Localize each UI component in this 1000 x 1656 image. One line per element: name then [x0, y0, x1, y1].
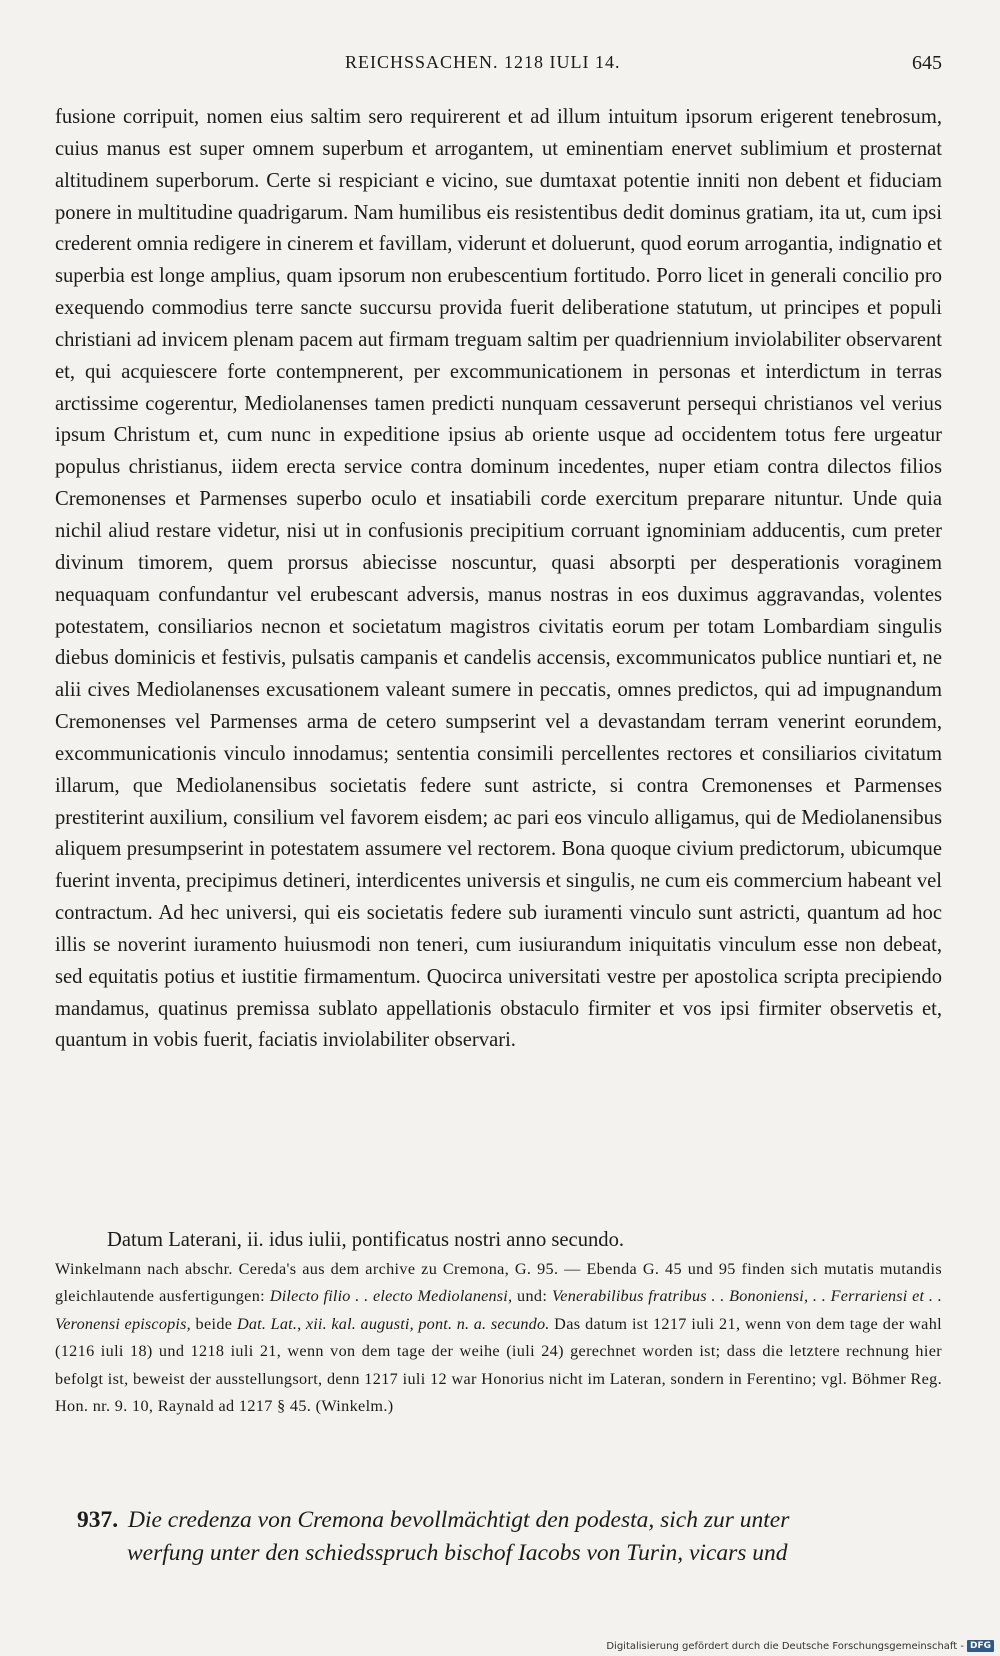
note-italic-1: Dilecto filio . . electo Mediolanensi, [269, 1287, 513, 1306]
note-italic-3: Dat. Lat., xii. kal. augusti, pont. n. a. secundo. [237, 1314, 550, 1333]
note-text-3: beide [190, 1314, 237, 1333]
footer-text: Digitalisierung gefördert durch die Deutsche Forschungsgemeinschaft - [606, 1640, 964, 1652]
entry-heading [77, 1504, 944, 1570]
running-header [0, 52, 1000, 82]
editorial-note [55, 1256, 942, 1420]
datum-line: Datum Laterani, ii. idus iulii, pontificatus nostri anno secundo. [107, 1229, 625, 1251]
note-text-2: und: [512, 1287, 553, 1306]
header-title: REICHSSACHEN. 1218 IULI 14. [345, 52, 621, 72]
note-italic-2: Venerabilibus fratribus . . Bononiensi, . . Ferrariensi et . . Veronensi episcopis, [55, 1287, 943, 1333]
note-text-4: Das datum ist 1217 iuli 21, wenn von dem tage der wahl (1216 iuli 18) und 1218 iuli 21, wenn von dem tage der weihe (iuli 24) gerechnet worden ist; dass die letztere rechnung hier befolgt ist, beweist der ausstellungsort, denn 1217 iuli 12 war Honorius nicht im Lateran, sondern in Ferentino; vgl. Böhmer Reg. Hon. nr. 9. 10, Raynald ad 1217 § 45. (Winkelm.) [55, 1314, 942, 1416]
digitization-footer [606, 1640, 994, 1652]
entry-title-line-1: Die credenza von Cremona bevollmächtigt den podesta, sich zur unter [128, 1507, 790, 1533]
entry-number: 937. [77, 1507, 119, 1533]
dfg-logo: DFG [967, 1640, 994, 1652]
body-paragraph: fusione corripuit, nomen eius saltim sero requirerent et ad illum intuitum ipsorum erigerent tenebrosum, cuius manus est super omnem superbum et arrogantem, ut eminentiam enervet sublimium et prosternat altitudinem superborum. Certe si respiciant e vicino, sue dumtaxat potentie inniti non debent et fiduciam ponere in multitudine quadrigarum. Nam humilibus eis resistentibus dedit dominus gratiam, ita ut, cum ipsi crederent omnia redigere in cinerem et favillam, viderunt et doluerunt, quod eorum arrogantia, indignatio et superbia est longe amplius, quam ipsorum non erubescentium fortitudo. Porro licet in generali concilio pro exequendo commodius terre sancte succursu provida fuerit deliberatione statutum, ut principes et populi christiani ad invicem plenam pacem aut firmam treguam saltim per quadriennium inviolabiliter observarent et, qui acquiescere forte contempnerent, per excommunicationem in personas et interdictum in terras arctissime cogerentur, Mediolanenses tamen predicti nunquam cessaverunt persequi christianos vel verius ipsum Christum et, cum nunc in expeditione ipsius ab oriente usque ad occidentem totus fere urgeatur populus christianus, iidem erecta service contra dominum incedentes, nuper etiam contra dilectos filios Cremonenses et Parmenses superbo oculo et insatiabili corde exercitum preparare nituntur. Unde quia nichil aliud restare videtur, nisi ut in confusionis precipitium corruant ignominiam adducentis, cum preter divinum timorem, quem prorsus abiecisse noscuntur, quasi absorpti per desperationis voraginem nequaquam confundantur vel erubescant adversis, manus nostras in eos duximus aggravandas, volentes potestatem, consiliarios necnon et societatum magistros civitatis eorum per totam Lombardiam singulis diebus dominicis et festivis, pulsatis campanis et candelis accensis, excommunicatos publice nuntiari et, ne alii cives Mediolanenses excusationem valeant sumere in peccatis, omnes predictos, qui ad impugnandum Cremonenses vel Parmenses arma de cetero sumpserint vel a devastandam terram venerint eorundem, excommunicationis vinculo innodamus; sententia consimili percellentes rectores et consiliarios civitatum illarum, que Mediolanensibus societatis federe sunt astricte, si contra Cremonenses et Parmenses prestiterint auxilium, consilium vel favorem eisdem; ac pari eos vinculo alligamus, qui de Mediolanensibus aliquem presumpserint in potestatem assumere vel rectorem. Bona quoque civium predictorum, ubicumque fuerint inventa, precipimus detineri, interdicentes universis et singulis, ne cum eis commercium habeant vel contractum. Ad hec universi, qui eis societatis federe sub iuramenti vinculo sunt astricti, quantum ad hoc illis se noverint iuramento huiusmodi non teneri, cum iusiurandum iniquitatis vinculum esse non debeat, sed equitatis potius et iustitie firmamentum. Quocirca universitati vestre per apostolica scripta precipiendo mandamus, quatinus premissa sublato appellationis obstaculo firmiter et vos ipsi firmiter observetis et, quantum in vobis fuerit, faciatis inviolabiliter observari. [55, 106, 942, 1052]
entry-title-line-2: werfung unter den schiedsspruch bischof Iacobs von Turin, vicars und [127, 1540, 788, 1566]
note-text-1: Winkelmann nach abschr. Cereda's aus dem archive zu Cremona, G. 95. — Ebenda G. 45 und 95 finden sich mutatis mutandis gleichlautende ausfertigungen: [55, 1260, 942, 1306]
main-text [55, 102, 942, 1057]
page-number: 645 [912, 52, 942, 74]
